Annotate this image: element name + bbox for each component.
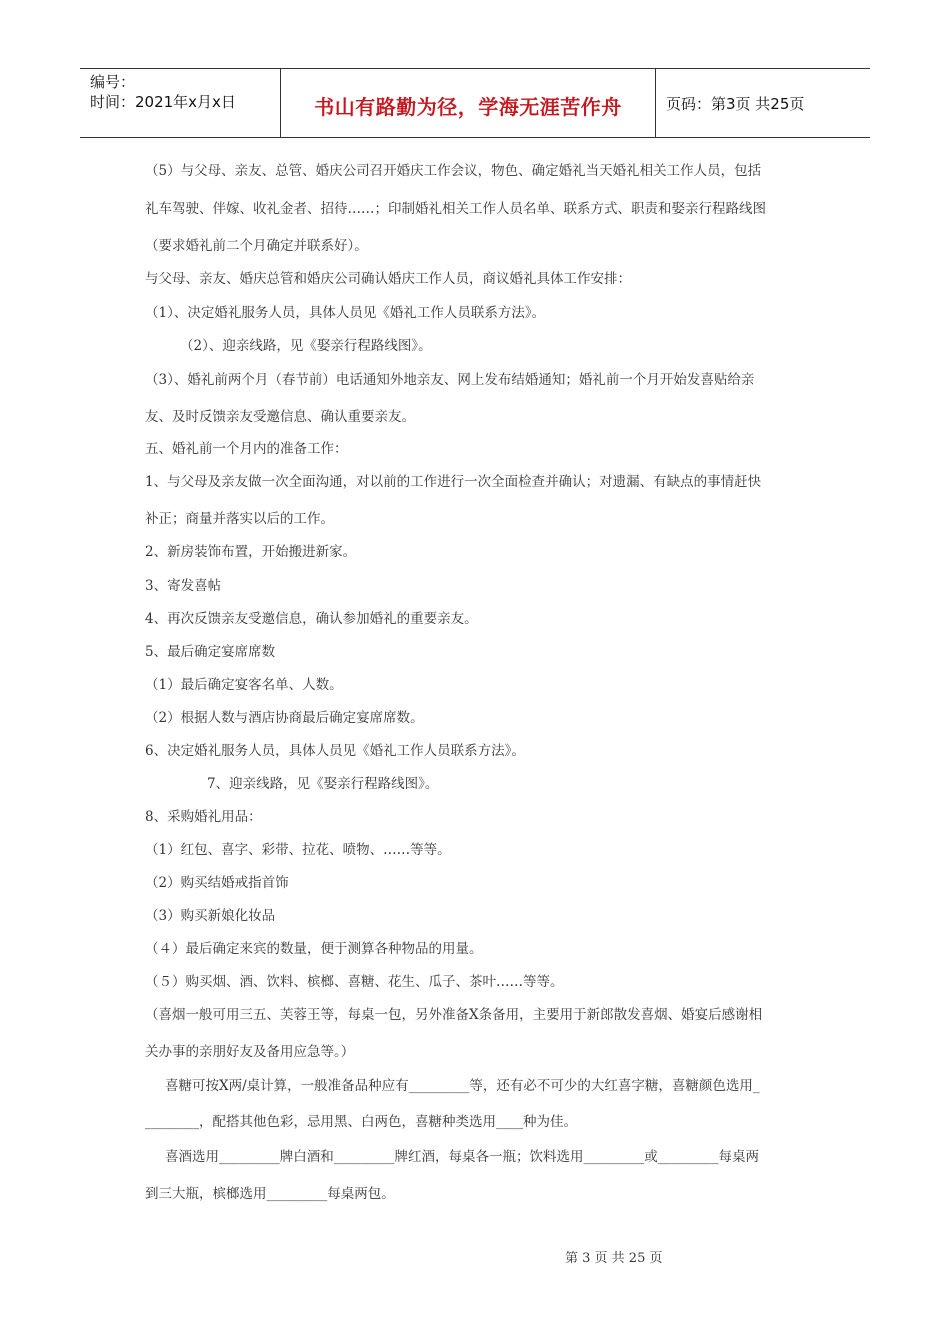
body-line: （要求婚礼前二个月确定并联系好）。 <box>145 238 368 254</box>
body-line: （喜烟一般可用三五、芙蓉王等，每桌一包，另外准备X条备用，主要用于新郎散发喜烟、婚宴后感谢相 <box>145 1007 763 1023</box>
body-line: ________，配搭其他色彩，忌用黑、白两色，喜糖种类选用____种为佳。 <box>145 1114 577 1130</box>
body-line: 5、最后确定宴席席数 <box>145 644 276 660</box>
body-line: （1）红包、喜字、彩带、拉花、喷物、……等等。 <box>145 842 451 858</box>
body-line: （3）购买新娘化妆品 <box>145 908 276 924</box>
body-line: 补正；商量并落实以后的工作。 <box>145 511 334 527</box>
body-line: 2、新房装饰布置，开始搬进新家。 <box>145 544 357 560</box>
body-line: （3）、婚礼前两个月（春节前）电话通知外地亲友、网上发布结婚通知；婚礼前一个月开始发喜贴给亲 <box>145 372 755 388</box>
body-line: （2）、迎亲线路，见《娶亲行程路线图》。 <box>180 338 432 354</box>
body-line: （４）最后确定来宾的数量，便于测算各种物品的用量。 <box>145 941 483 957</box>
body-line: 喜酒选用_________牌白酒和_________牌红酒，每桌各一瓶；饮料选用_________或_________每桌两 <box>165 1149 759 1165</box>
body-line: （2）购买结婚戒指首饰 <box>145 875 289 891</box>
body-line: （1）、决定婚礼服务人员，具体人员见《婚礼工作人员联系方法》。 <box>145 305 546 321</box>
body-line: 6、决定婚礼服务人员，具体人员见《婚礼工作人员联系方法》。 <box>145 743 525 759</box>
body-line: （５）购买烟、酒、饮料、槟榔、喜糖、花生、瓜子、茶叶……等等。 <box>145 974 564 990</box>
serial-number-label: 编号： <box>90 73 136 91</box>
body-line: 喜糖可按X两/桌计算，一般准备品种应有_________等，还有必不可少的大红喜字糖，喜糖颜色选用_ <box>165 1078 760 1094</box>
section-heading: 五、婚礼前一个月内的准备工作： <box>145 441 348 457</box>
body-line: （1）最后确定宴客名单、人数。 <box>145 677 343 693</box>
body-line: 8、采购婚礼用品： <box>145 809 262 825</box>
page-number-info: 页码：第3页 共25页 <box>666 95 805 113</box>
body-line: 关办事的亲朋好友及备用应急等。） <box>145 1044 355 1060</box>
body-line: 友、及时反馈亲友受邀信息、确认重要亲友。 <box>145 409 415 425</box>
body-line: 4、再次反馈亲友受邀信息，确认参加婚礼的重要亲友。 <box>145 611 478 627</box>
date-label: 时间：2021年x月x日 <box>90 93 236 111</box>
body-line: 3、寄发喜帖 <box>145 578 222 594</box>
body-line: 1、与父母及亲友做一次全面沟通，对以前的工作进行一次全面检查并确认；对遗漏、有缺点的事情赶快 <box>145 474 762 490</box>
body-line: 与父母、亲友、婚庆总管和婚庆公司确认婚庆工作人员，商议婚礼具体工作安排： <box>145 271 631 287</box>
body-line: 到三大瓶，槟榔选用_________每桌两包。 <box>145 1186 395 1202</box>
motto-text: 书山有路勤为径，学海无涯苦作舟 <box>314 95 622 119</box>
body-line: （5）与父母、亲友、总管、婚庆公司召开婚庆工作会议，物色、确定婚礼当天婚礼相关工作人员，包括 <box>145 163 762 179</box>
footer-page-number: 第 3 页 共 25 页 <box>565 1251 663 1266</box>
body-line: 礼车驾驶、伴嫁、收礼金者、招待……；印制婚礼相关工作人员名单、联系方式、职责和娶亲行程路线图 <box>145 201 766 217</box>
body-line: 7、迎亲线路，见《娶亲行程路线图》。 <box>207 776 439 792</box>
body-line: （2）根据人数与酒店协商最后确定宴席席数。 <box>145 710 424 726</box>
